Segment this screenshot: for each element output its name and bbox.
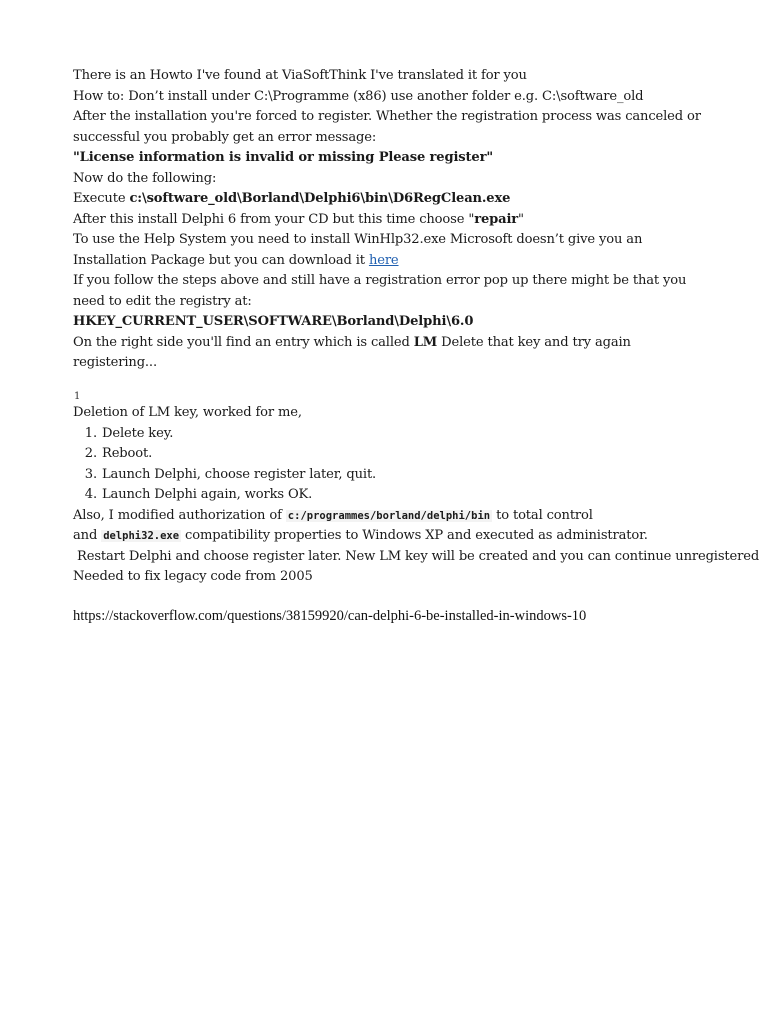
also-middle: to total control — [492, 507, 593, 523]
restart-line: Restart Delphi and choose register later. New LM key will be created and you can continue unregistered — [73, 548, 760, 564]
registry-key — [73, 312, 703, 333]
legacy-line: Needed to fix legacy code from 2005 — [73, 569, 313, 584]
answer-body — [73, 403, 760, 588]
registry-key-text: HKEY_CURRENT_USER\SOFTWARE\Borland\Delphi\6.0 — [73, 314, 474, 329]
and-prefix: and — [73, 528, 102, 543]
authorization-line — [73, 506, 713, 527]
repair-line — [73, 210, 703, 231]
instructions-line: Now do the following: — [73, 170, 217, 186]
question-body — [73, 66, 703, 374]
repair-word: repair — [474, 211, 519, 227]
and-suffix: compatibility properties to Windows XP and executed as administrator. — [181, 528, 648, 543]
howto-line: How to: Don’t install under C:\Programme (x86) use another folder e.g. C:\software_old — [73, 88, 644, 104]
code-exe: delphi32.exe — [103, 530, 180, 542]
intro-line: There is an Howto I've found at ViaSoftThink I've translated it for you — [73, 68, 527, 83]
vote-count: 1 — [74, 391, 81, 402]
lm-word: LM — [413, 334, 438, 350]
help-download-link[interactable]: here — [368, 252, 399, 268]
registration-line: After the installation you're forced to register. Whether the registration process was canceled or successful you probably get an error message: — [73, 109, 701, 145]
registry-line: If you follow the steps above and still have a registration error pop up there might be that you need to edit the registry at: — [73, 273, 687, 309]
error-message-text: "License information is invalid or missing Please register" — [73, 150, 494, 165]
help-text: To use the Help System you need to install WinHlp32.exe Microsoft doesn’t give you an Installation Package but you can download it — [73, 232, 643, 268]
list-item: 4. Launch Delphi again, works OK. — [101, 485, 713, 506]
lm-suffix: Delete that key and try again registering... — [73, 334, 631, 370]
execute-prefix: Execute — [73, 191, 130, 206]
code-path: c:/programmes/borland/delphi/bin — [287, 509, 491, 522]
list-item: 1. Delete key. — [101, 424, 713, 445]
help-line — [73, 230, 703, 271]
source-url: https://stackoverflow.com/questions/38159920/can-delphi-6-be-installed-in-windows-10 — [73, 608, 587, 624]
repair-prefix: After this install Delphi 6 from your CD but this time choose " — [73, 211, 475, 227]
compatibility-line — [73, 526, 713, 547]
execute-path: c:\software_old\Borland\Delphi6\bin\D6RegClean.exe — [129, 191, 511, 206]
also-prefix: Also, I modified authorization of — [73, 507, 286, 523]
error-message — [73, 148, 703, 169]
repair-suffix: " — [518, 211, 524, 227]
list-item: 3. Launch Delphi, choose register later, quit. — [101, 465, 713, 486]
answer-intro: Deletion of LM key, worked for me, — [73, 405, 302, 420]
execute-line — [73, 189, 703, 210]
lm-line — [73, 333, 703, 374]
list-item: 2. Reboot. — [101, 444, 713, 465]
lm-prefix: On the right side you'll find an entry which is called — [73, 334, 414, 350]
steps-list — [73, 424, 713, 506]
